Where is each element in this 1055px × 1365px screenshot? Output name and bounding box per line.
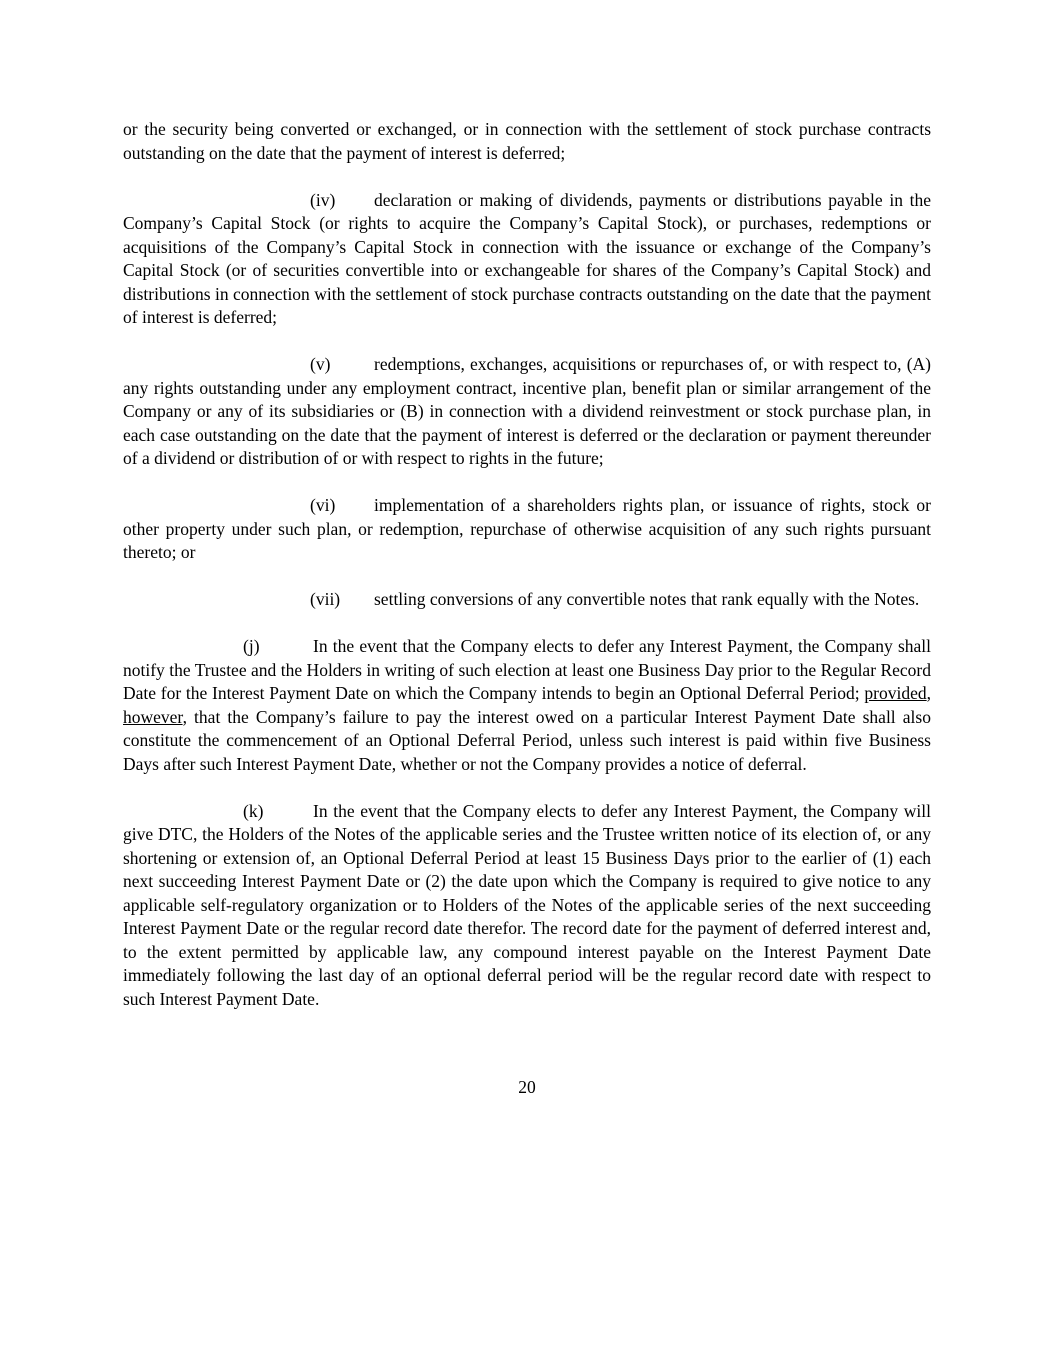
paragraph-text: In the event that the Company elects to defer any Interest Payment, the Company will give DTC, the Holders of the Notes of the applicable series and the Trustee written notice of its election of, or any shortening or extension of, an Optional Deferral Period at least 15 Business Days prior to the earlier of (1) each next succeeding Interest Payment Date or (2) the date upon which the Company is required to give notice to any applicable self-regulatory organization or to Holders of the Notes of the applicable series of the next succeeding Interest Payment Date or the regular record date therefor. The record date for the payment of deferred interest and, to the extent permitted by applicable law, any compound interest payable on the Interest Payment Date immediately following the last day of an optional deferral period will be the regular record date with respect to such Interest Payment Date. xyxy=(123,800,931,1009)
paragraph-label: (iv) xyxy=(310,189,336,210)
paragraph-text: settling conversions of any convertible notes that rank equally with the Notes. xyxy=(374,589,920,609)
paragraph-label: (k) xyxy=(243,800,264,821)
paragraph-label: (j) xyxy=(243,636,260,656)
page-number: 20 xyxy=(518,1077,536,1097)
paragraph-continuation xyxy=(123,118,931,165)
paragraph-label: (vi) xyxy=(310,495,336,515)
paragraph-label: (vii) xyxy=(310,589,341,609)
paragraph-item-k xyxy=(123,800,931,1012)
paragraph-text: redemptions, exchanges, acquisitions or repurchases of, or with respect to, (A) any rights outstanding under any employment contract, incentive plan, benefit plan or similar arrangement of the Company or any of its subsidiaries or (B) in connection with a dividend reinvestment or stock purchase plan, in each case outstanding on the date that the payment of interest is deferred or the declaration or payment thereunder of a dividend or distribution of or with respect to rights in the future; xyxy=(123,354,931,468)
paragraph-label: (v) xyxy=(310,354,331,374)
paragraph-text: , that the Company’s failure to pay the interest owed on a particular Interest Payment Date shall also constitute the commencement of an Optional Deferral Period, unless such interest is paid within five Business Days after such Interest Payment Date, whether or not the Company provides a notice of deferral. xyxy=(123,706,931,774)
underlined-term: however xyxy=(123,706,183,727)
paragraph-text: , xyxy=(926,683,931,703)
paragraph-item-v xyxy=(123,353,931,471)
paragraph-text: or the security being converted or exchanged, or in connection with the settlement of stock purchase contracts outstanding on the date that the payment of interest is deferred; xyxy=(123,119,931,163)
paragraph-text: In the event that the Company elects to defer any Interest Payment, the Company shall notify the Trustee and the Holders in writing of such election at least one Business Day prior to the Regular Record Date for the Interest Payment Date on which the Company intends to begin an Optional Deferral Period; xyxy=(123,636,931,703)
paragraph-item-iv xyxy=(123,189,931,330)
paragraph-item-vii xyxy=(123,588,931,612)
paragraph-item-vi xyxy=(123,494,931,565)
paragraph-text: implementation of a shareholders rights plan, or issuance of rights, stock or other property under such plan, or redemption, repurchase of otherwise acquisition of any such rights pursuant thereto; or xyxy=(123,495,931,562)
paragraph-item-j xyxy=(123,635,931,776)
underlined-term: provided xyxy=(864,683,927,703)
paragraph-text: declaration or making of dividends, payments or distributions payable in the Company’s Capital Stock (or rights to acquire the Company’s Capital Stock), or purchases, redemptions or acquisitions of the Company’s Capital Stock in connection with the issuance or exchange of the Company’s Capital Stock (or of securities convertible into or exchangeable for shares of the Company’s Capital Stock) and distributions in connection with the settlement of stock purchase contracts outstanding on the date that the payment of interest is deferred; xyxy=(123,189,931,327)
document-body xyxy=(123,118,931,1011)
